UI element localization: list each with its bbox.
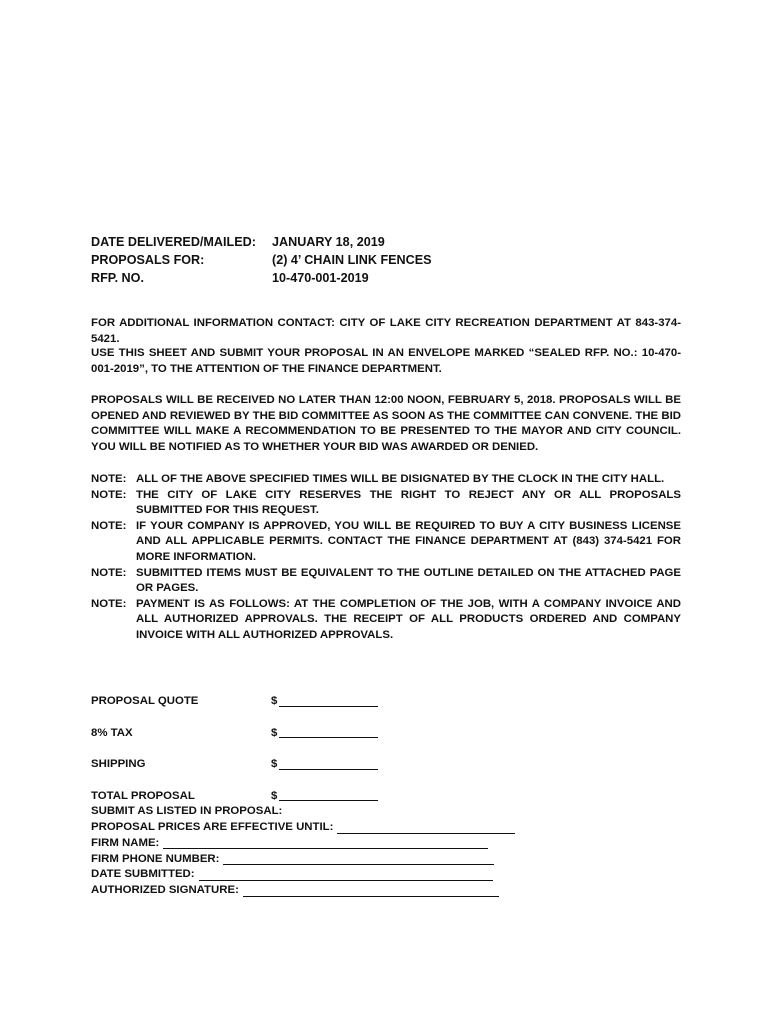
authorized-signature-row [91, 883, 691, 899]
currency-symbol: $ [271, 695, 278, 707]
effective-until-label: PROPOSAL PRICES ARE EFFECTIVE UNTIL: [91, 821, 334, 833]
currency-symbol: $ [271, 789, 278, 802]
firm-phone-field[interactable] [223, 852, 494, 865]
note-item [91, 472, 681, 488]
firm-phone-label: FIRM PHONE NUMBER: [91, 852, 220, 865]
note-label: NOTE: [91, 473, 127, 485]
note-item [91, 597, 681, 644]
proposals-for-value: (2) 4’ CHAIN LINK FENCES [272, 253, 432, 267]
authorized-signature-label: AUTHORIZED SIGNATURE: [91, 884, 239, 897]
proposal-quote-field[interactable] [279, 694, 378, 707]
date-delivered-row [91, 233, 691, 251]
submission-instructions-paragraph: USE THIS SHEET AND SUBMIT YOUR PROPOSAL IN AN ENVELOPE MARKED “SEALED RFP. NO.: 10-470-001-2019”, TO THE ATTENTION OF THE FINANCE DEPARTMENT. [91, 347, 681, 375]
note-text: PAYMENT IS AS FOLLOWS: AT THE COMPLETION OF THE JOB, WITH A COMPANY INVOICE AND ALL AUTHORIZED APPROVALS. THE RECEIPT OF ALL PRODUCTS ORDERED AND COMPANY INVOICE WITH ALL AUTHORIZED APPROVALS. [136, 597, 681, 641]
currency-symbol: $ [271, 726, 278, 739]
header-block [91, 233, 691, 287]
total-proposal-label: TOTAL PROPOSAL [91, 789, 195, 802]
firm-phone-row [91, 851, 691, 867]
shipping-row [91, 741, 691, 773]
rfp-number-label: RFP. NO. [91, 271, 144, 285]
proposal-quote-row [91, 678, 691, 710]
rfp-number-value: 10-470-001-2019 [272, 271, 369, 285]
currency-symbol: $ [271, 758, 278, 771]
note-text: THE CITY OF LAKE CITY RESERVES THE RIGHT TO REJECT ANY OR ALL PROPOSALS SUBMITTED FOR THIS REQUEST. [136, 488, 681, 517]
note-label: NOTE: [91, 597, 127, 610]
deadline-paragraph: PROPOSALS WILL BE RECEIVED NO LATER THAN 12:00 NOON, FEBRUARY 5, 2018. PROPOSALS WILL BE OPENED AND REVIEWED BY THE BID COMMITTEE AS SOON AS THE COMMITTEE CAN CONVENE. THE BID COMMITTEE WILL MAKE A RECOMMENDATION TO BE PRESENTED TO THE MAYOR AND CITY COUNCIL. YOU WILL BE NOTIFIED AS TO WHETHER YOUR BID WAS AWARDED OR DENIED. [91, 394, 681, 453]
price-quote-section [91, 678, 691, 804]
shipping-field[interactable] [279, 757, 378, 770]
date-submitted-field[interactable] [199, 868, 493, 881]
note-item [91, 488, 681, 519]
total-proposal-field[interactable] [279, 788, 378, 801]
shipping-label: SHIPPING [91, 758, 146, 771]
tax-field[interactable] [279, 725, 378, 738]
note-item [91, 566, 681, 597]
date-submitted-row [91, 867, 691, 883]
tax-label: 8% TAX [91, 726, 133, 739]
effective-until-field[interactable] [337, 821, 515, 834]
submit-heading: SUBMIT AS LISTED IN PROPOSAL: [91, 805, 283, 818]
note-text: SUBMITTED ITEMS MUST BE EQUIVALENT TO THE OUTLINE DETAILED ON THE ATTACHED PAGE OR PAGES. [136, 566, 681, 595]
proposals-for-row [91, 251, 691, 269]
firm-name-row [91, 836, 691, 852]
tax-row [91, 710, 691, 742]
note-label: NOTE: [91, 519, 127, 532]
date-delivered-value: JANUARY 18, 2019 [272, 235, 385, 249]
effective-until-row [91, 820, 691, 836]
rfp-number-row [91, 269, 691, 287]
submit-heading-row [91, 804, 691, 820]
note-label: NOTE: [91, 488, 127, 501]
firm-name-label: FIRM NAME: [91, 836, 160, 849]
proposals-for-label: PROPOSALS FOR: [91, 253, 205, 267]
note-text: ALL OF THE ABOVE SPECIFIED TIMES WILL BE DISIGNATED BY THE CLOCK IN THE CITY HALL. [136, 473, 665, 485]
date-delivered-label: DATE DELIVERED/MAILED: [91, 235, 256, 249]
note-label: NOTE: [91, 566, 127, 579]
submission-details-section [91, 804, 691, 899]
authorized-signature-field[interactable] [243, 884, 499, 897]
firm-name-field[interactable] [163, 836, 488, 849]
contact-paragraph: FOR ADDITIONAL INFORMATION CONTACT: CITY OF LAKE CITY RECREATION DEPARTMENT AT 843-374-5421. [91, 317, 681, 345]
note-text: IF YOUR COMPANY IS APPROVED, YOU WILL BE REQUIRED TO BUY A CITY BUSINESS LICENSE AND ALL APPLICABLE PERMITS. CONTACT THE FINANCE DEPARTMENT AT (843) 374-5421 FOR MORE INFORMATION. [136, 519, 681, 563]
note-item [91, 519, 681, 566]
date-submitted-label: DATE SUBMITTED: [91, 868, 195, 881]
notes-list [91, 472, 681, 644]
total-proposal-row [91, 773, 691, 805]
proposal-quote-label: PROPOSAL QUOTE [91, 695, 199, 707]
